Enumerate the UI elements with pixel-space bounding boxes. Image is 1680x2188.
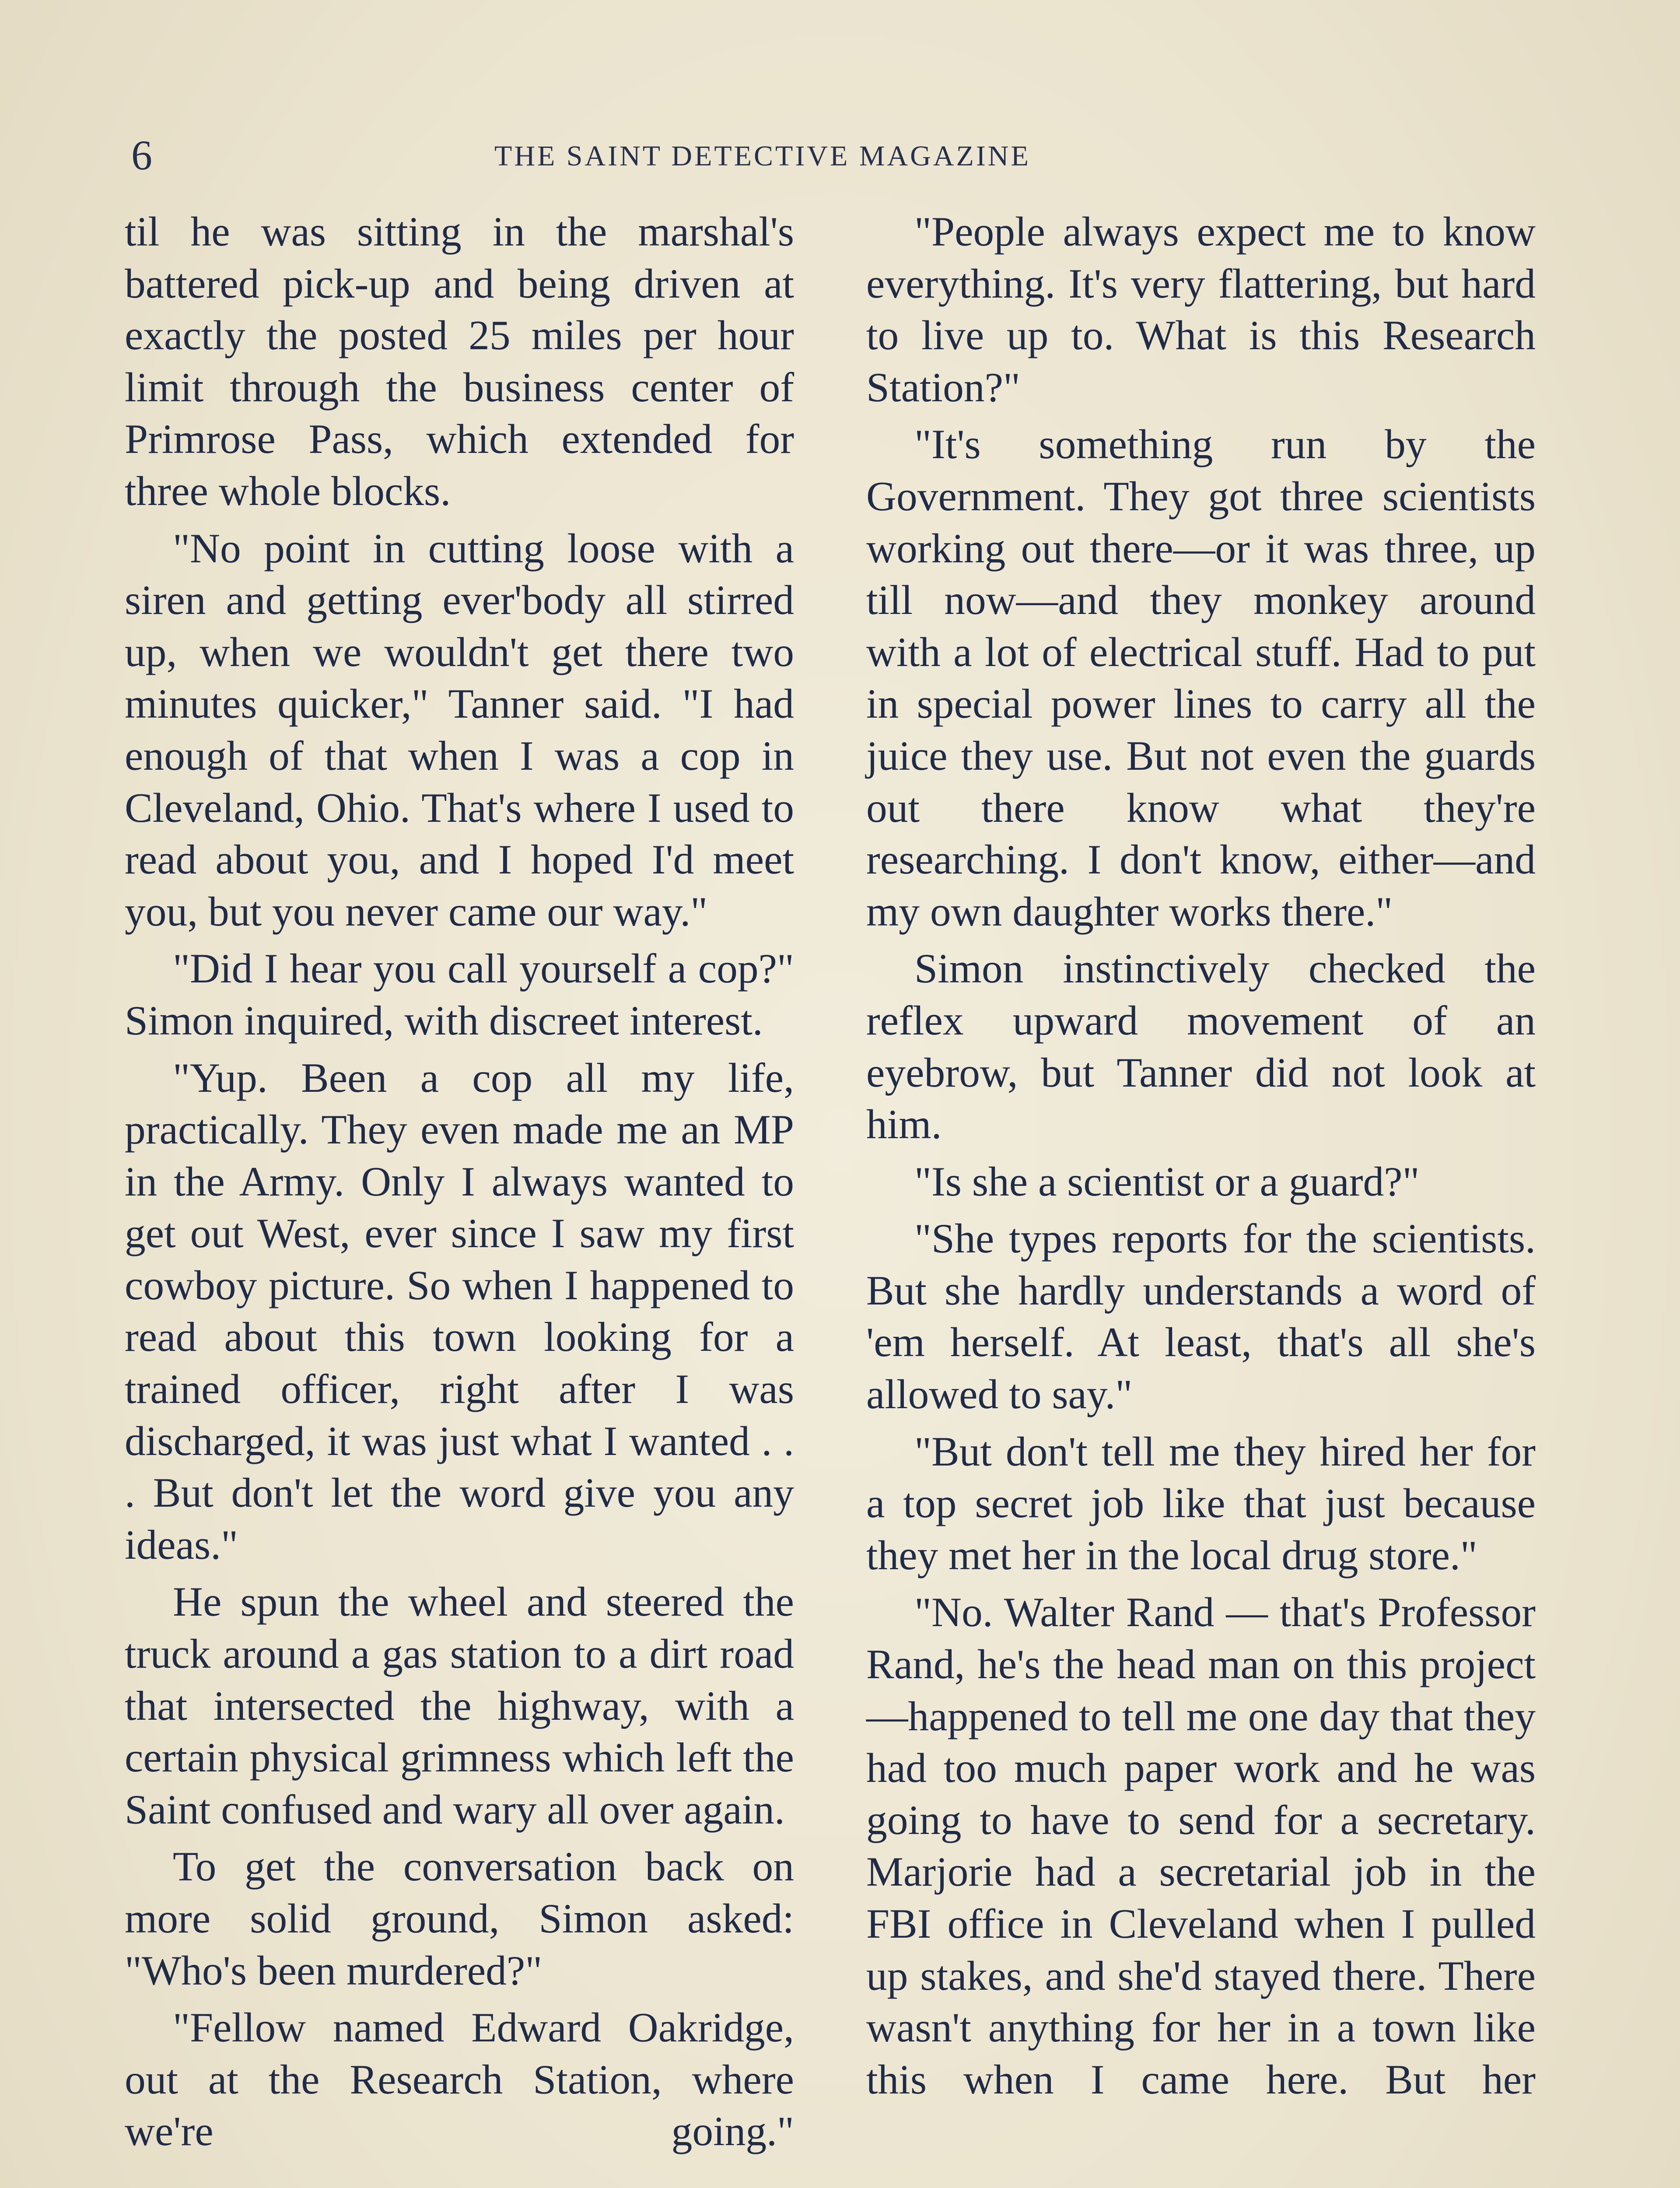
paragraph: "But don't tell me they hired her for a top secret job like that just because they met her in the local drug store." [866,1428,1536,1578]
page-number: 6 [131,132,152,179]
paragraph: til he was sitting in the marshal's battered pick-up and being driven at exactly the posted 25 miles per hour limit through the business center of Primrose Pass, which extended for three whole blocks. [125,208,794,514]
paragraph: "No point in cutting loose with a siren and getting ever'body all stirred up, when we wouldn't get there two minutes quicker," Tanner said. "I had enough of that when I was a cop in Cleveland, Ohio. That's where I used to read about you, and I hoped I'd meet you, but you never came our way." [125,525,794,935]
paragraph: "It's something run by the Government. They got three scientists working out there—or it was three, up till now—and they monkey around with a lot of electrical stuff. Had to put in special power lines to carry all the juice they use. But not even the guards out there know what they're researching. I don't know, either—and my own daughter works there." [866,421,1536,935]
magazine-title: THE SAINT DETECTIVE MAGAZINE [494,140,1031,172]
paragraph: "Did I hear you call yourself a cop?" Simon inquired, with discreet interest. [125,945,794,1044]
paragraph: Simon instinctively checked the reflex upward movement of an eyebrow, but Tanner did not look at him. [866,945,1536,1148]
paragraph: "Yup. Been a cop all my life, practically. They even made me an MP in the Army. Only I always wanted to get out West, ever since I saw my first cowboy picture. So when I happened to read about this town looking for a trained officer, right after I was discharged, it was just what I wanted . . . But don't let the word give you any ideas." [125,1054,794,1568]
paragraph: "People always expect me to know everything. It's very flattering, but hard to live up to. What is this Research Station?" [866,208,1536,410]
paragraph: To get the conversation back on more solid ground, Simon asked: "Who's been murdered?" [125,1843,794,1994]
left-text-column [125,206,794,2163]
paragraph: "She types reports for the scientists. But she hardly understands a word of 'em herself. At least, that's all she's allowed to say." [866,1215,1536,1418]
paragraph: "No. Walter Rand — that's Professor Rand, he's the head man on this project—happened to tell me one day that they had too much paper work and he was going to have to send for a secretary. Marjorie had a secretarial job in the FBI office in Cleveland when I pulled up stakes, and she'd stayed there. There wasn't anything for her in a town like this when I came here. But her [866,1589,1536,2103]
paragraph: "Fellow named Edward Oakridge, out at the Research Station, where we're going." [125,2004,794,2155]
running-head [131,131,1531,197]
paragraph: He spun the wheel and steered the truck around a gas station to a dirt road that intersected the highway, with a certain physical grimness which left the Saint confused and wary all over again. [125,1578,794,1833]
right-text-column [866,206,1536,2111]
paragraph: "Is she a scientist or a guard?" [914,1158,1420,1205]
